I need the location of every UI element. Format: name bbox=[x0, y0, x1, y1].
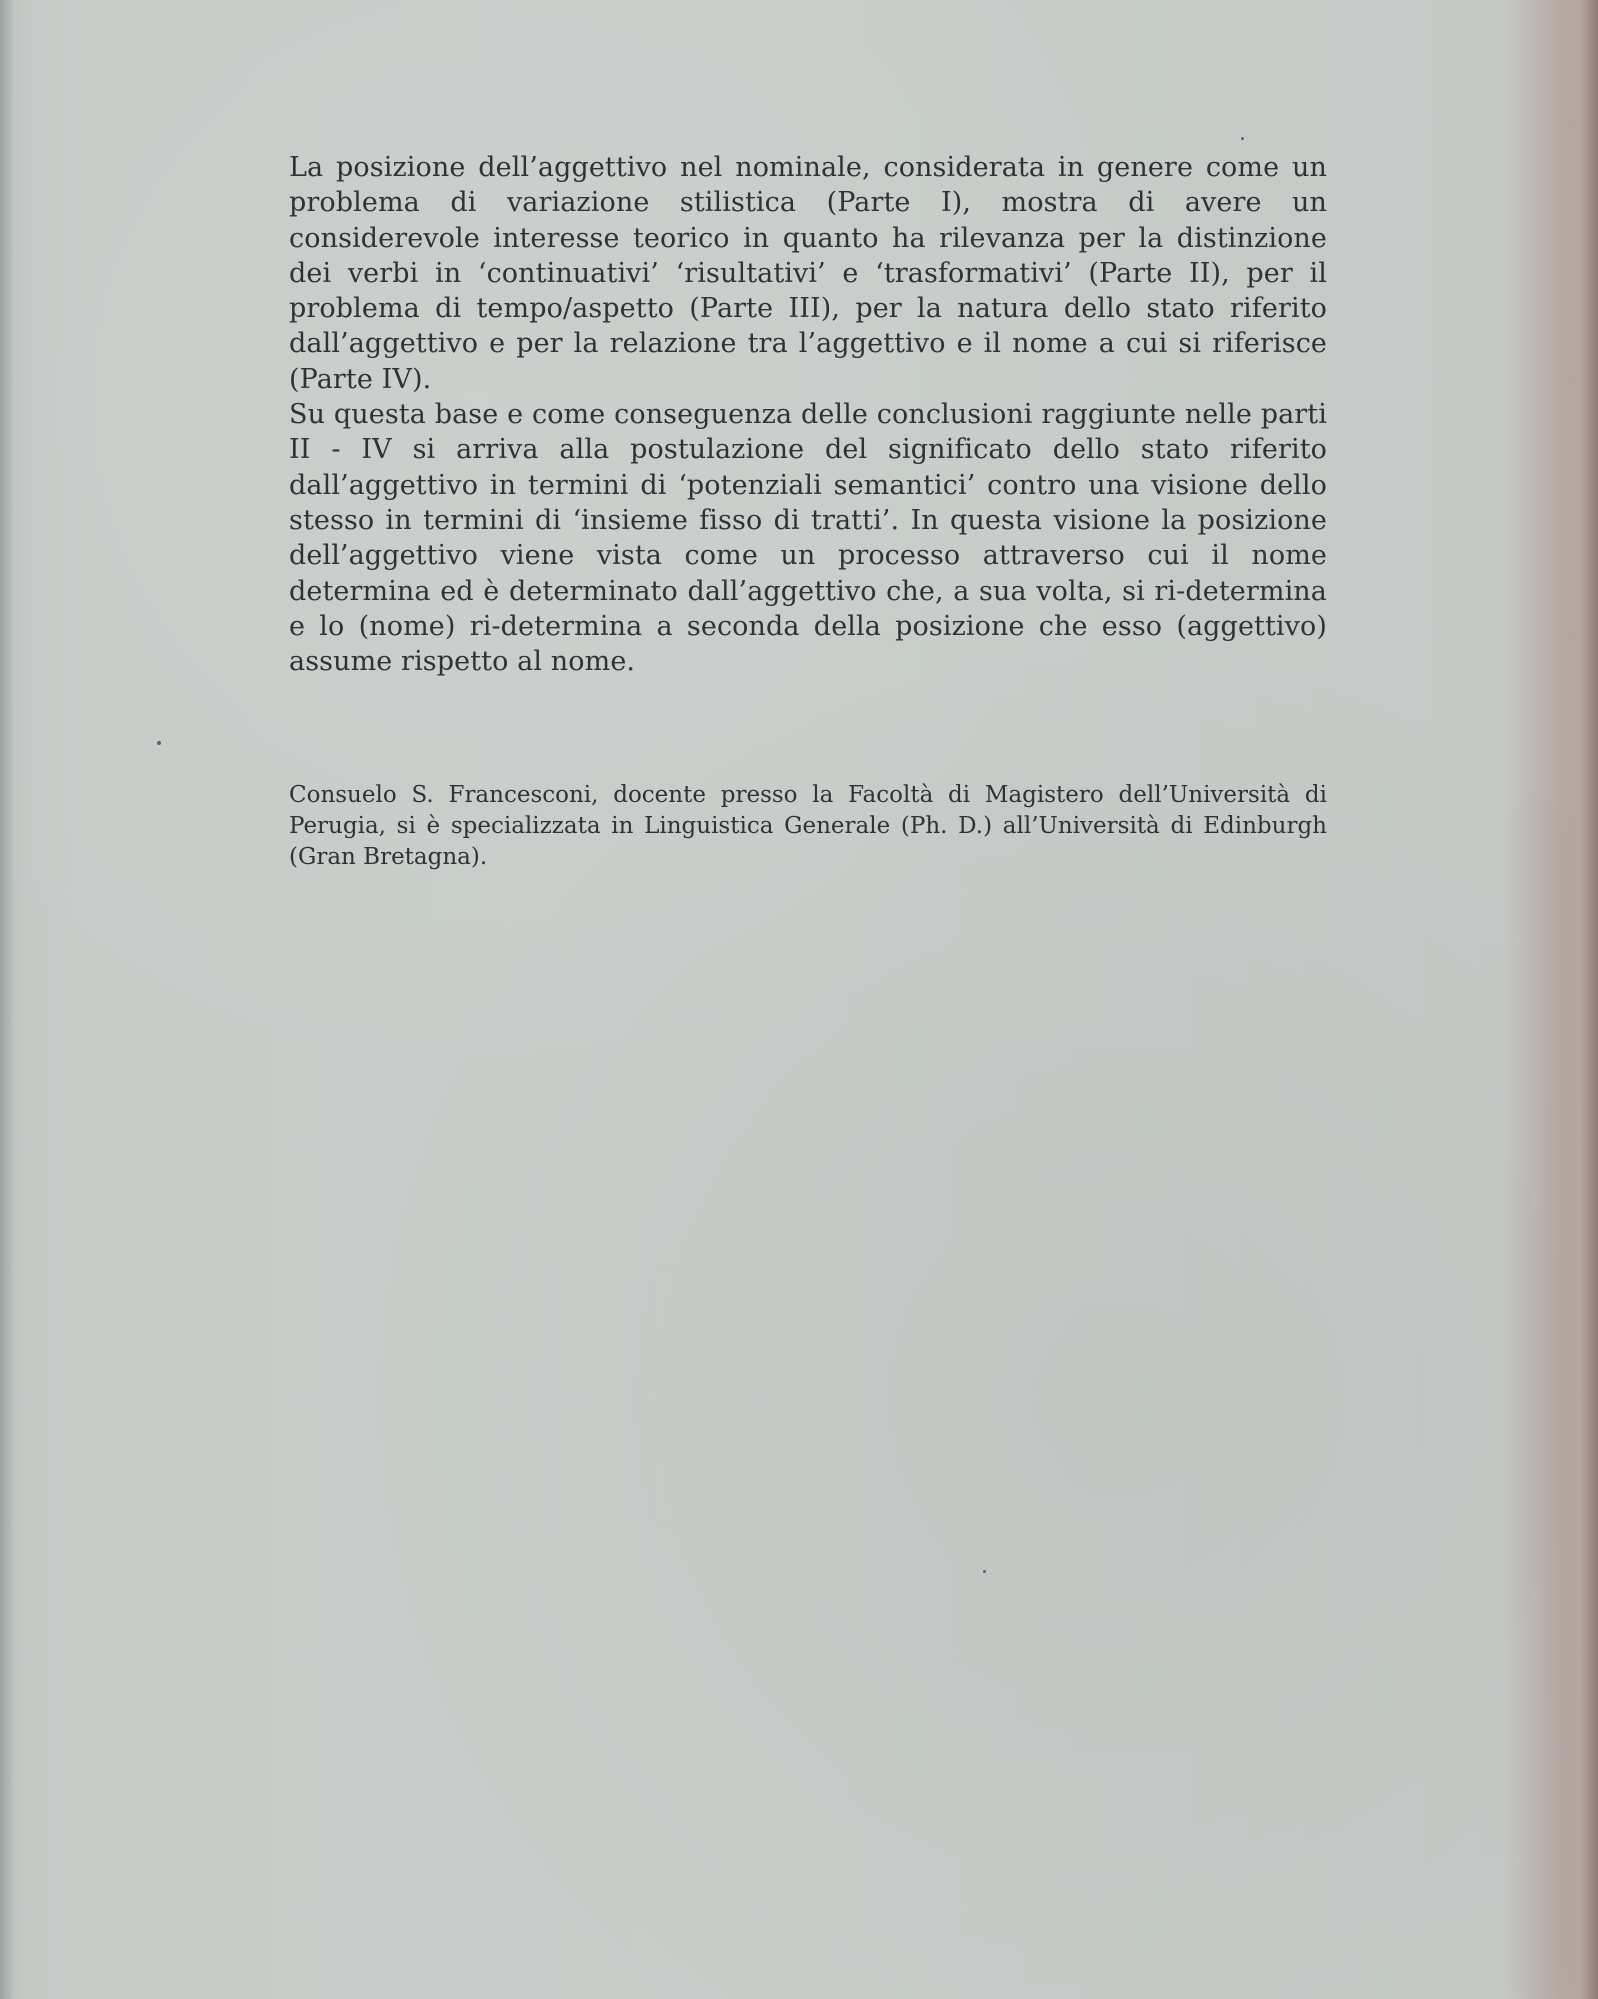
cover-right-edge bbox=[1558, 0, 1598, 1999]
author-bio-text: Consuelo S. Francesconi, docente presso la Facoltà di Magistero dell’Università di Perugia, si è specializzata in Linguistica Generale (Ph. D.) all’Università di Edinburgh (Gran Bretagna). bbox=[289, 782, 1327, 870]
author-bio bbox=[289, 780, 1327, 873]
abstract-paragraph-2: Su questa base e come conseguenza delle conclusioni raggiunte nelle parti II - IV si arriva alla postulazione del significato dello stato riferito dall’aggettivo in termini di ‘potenziali semantici’ contro una visione dello stesso in termini di ‘insieme fisso di tratti’. In questa visione la posizione dell’aggettivo viene vista come un processo attraverso cui il nome determina ed è determinato dall’aggettivo che, a sua volta, si ri-determina e lo (nome) ri-determina a seconda della posizione che esso (aggettivo) assume rispetto al nome. bbox=[289, 399, 1327, 678]
paper-speck bbox=[157, 741, 161, 745]
abstract bbox=[289, 150, 1327, 679]
paper-speck bbox=[983, 1570, 986, 1573]
cover-left-edge bbox=[0, 0, 14, 1999]
paper-speck bbox=[1241, 137, 1244, 140]
abstract-paragraph-1: La posizione dell’aggettivo nel nominale, considerata in genere come un problema di variazione stilistica (Parte I), mostra di avere un considerevole interesse teorico in quanto ha rilevanza per la distinzione dei verbi in ‘continuativi’ ‘risultativi’ e ‘trasformativi’ (Parte II), per il problema di tempo/aspetto (Parte III), per la natura dello stato riferito dall’aggettivo e per la relazione tra l’aggettivo e il nome a cui si riferisce (Parte IV). bbox=[289, 152, 1327, 395]
